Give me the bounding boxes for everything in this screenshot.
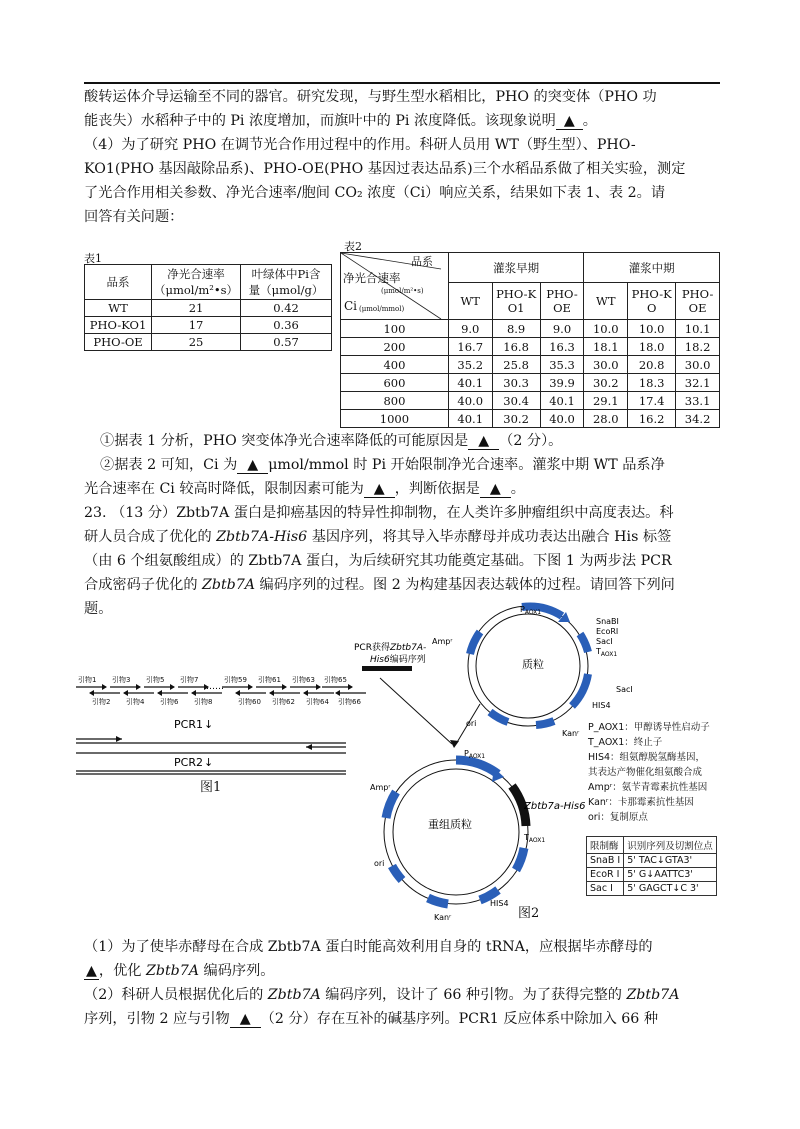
- answer-blank[interactable]: ▲: [364, 481, 395, 498]
- table2-caption: 表2: [344, 240, 362, 253]
- answer1-line1: （1）为了使毕赤酵母在合成 Zbtb7A 蛋白时能高效利用自身的 tRNA，应根据毕赤酵母的: [84, 939, 653, 955]
- table-cell: 5' TAC↓GTA3': [624, 854, 717, 868]
- primer-label: 引物65: [324, 676, 347, 684]
- ori-top-label: ori: [466, 719, 477, 728]
- his4-top-label: HIS4: [592, 701, 611, 710]
- primer-arrowhead: [269, 690, 274, 696]
- table-cell: 0.57: [241, 334, 332, 351]
- table-cell: 9.0: [448, 320, 492, 338]
- primer-label: 引物3: [112, 676, 131, 684]
- primer-label: 引物60: [238, 698, 261, 706]
- legend-item: T_AOX1：终止子: [588, 737, 663, 748]
- saci-top-label: SacI: [596, 637, 613, 646]
- amp-arc: [386, 792, 396, 818]
- table-cell: 17: [152, 317, 241, 334]
- table-cell: 9.0: [540, 320, 584, 338]
- table1-caption: 表1: [84, 252, 102, 265]
- legend-item: ori：复制原点: [588, 812, 648, 823]
- table-cell: 35.3: [540, 356, 584, 374]
- p-aox1-label: $P_{AOX1}$: [464, 749, 486, 760]
- legend-item: HIS4：组氨醇脱氢酶基因，: [588, 752, 706, 763]
- fig1-pcr1-arrow: ↓: [204, 718, 214, 731]
- table-cell: 10.0: [628, 320, 676, 338]
- primer-arrowhead: [303, 690, 308, 696]
- table-row: [85, 317, 332, 334]
- table-cell: 400: [341, 356, 449, 374]
- subq3: 光合速率在 Ci 较高时降低，限制因素可能为 ▲ ，判断依据是 ▲ 。: [84, 481, 525, 497]
- table2-subheader: PHO-OE: [676, 283, 720, 320]
- q4-line4: 回答有关问题：: [84, 209, 184, 225]
- table-cell: 0.36: [241, 317, 332, 334]
- primer-arrowhead: [248, 684, 253, 690]
- table-row: [341, 410, 720, 428]
- primer-label: 引物8: [194, 698, 213, 706]
- table-row: [85, 300, 332, 317]
- primer-label: 引物1: [78, 676, 97, 684]
- table-cell: 30.3: [492, 374, 540, 392]
- table-cell: 10.1: [676, 320, 720, 338]
- table-cell: 30.2: [492, 410, 540, 428]
- table-cell: 28.0: [584, 410, 628, 428]
- snabi-label: SnaBI: [596, 617, 619, 626]
- table-cell: 1000: [341, 410, 449, 428]
- subq1: ①据表 1 分析，PHO 突变体净光合速率降低的可能原因是 ▲ （2 分）。: [100, 433, 563, 449]
- fig2-legend: [588, 720, 710, 825]
- primer-arrowhead: [89, 690, 94, 696]
- enzyme-header: 限制酶: [587, 837, 624, 854]
- table-cell: 16.8: [492, 338, 540, 356]
- top-rule: [84, 82, 720, 84]
- table-cell: 25: [152, 334, 241, 351]
- table-cell: 34.2: [676, 410, 720, 428]
- kan-arc: [428, 898, 448, 904]
- table2-subheader: PHO-OE: [540, 283, 584, 320]
- primer-label: 引物59: [224, 676, 247, 684]
- answer2-line1: （2）科研人员根据优化后的 Zbtb7A 编码序列，设计了 66 种引物。为了获得完整的 Zbtb7A: [84, 987, 680, 1003]
- fig2-pcr-label: PCR获得Zbtb7A-: [354, 643, 427, 653]
- plasmid-top-label: 质粒: [522, 658, 544, 671]
- plasmid-bottom-label: 重组质粒: [428, 818, 472, 831]
- table2-subheader: PHO-KO1: [492, 283, 540, 320]
- enzyme-table: [586, 836, 717, 896]
- plasmid-top: [468, 606, 588, 726]
- primer-label: 引物6: [160, 698, 179, 706]
- table-cell: 18.2: [676, 338, 720, 356]
- t-aox1-arc-top: [580, 634, 588, 652]
- primer-label: 引物2: [92, 698, 111, 706]
- legend-item: P_AOX1：甲醇诱导性启动子: [588, 722, 710, 733]
- q4-line2: KO1(PHO 基因敲除品系)、PHO-OE(PHO 基因过表达品系)三个水稻品系做了相关实验，测定: [84, 161, 686, 177]
- fig2-pcr-label2: His6编码序列: [370, 655, 426, 665]
- primer-arrowhead: [123, 690, 128, 696]
- fig1-dots: ……: [206, 682, 224, 692]
- table-cell: 17.4: [628, 392, 676, 410]
- q23-line1: 23. （13 分）Zbtb7A 蛋白是抑癌基因的特异性抑制物，在人类许多肿瘤组织中高度表达。科: [84, 505, 674, 521]
- table-cell: 5' GAGCT↓C 3': [624, 882, 717, 896]
- table-cell: 39.9: [540, 374, 584, 392]
- q4-line3: 了光合作用相关参数、净光合速率/胞间 CO₂ 浓度（Ci）响应关系，结果如下表 1、表 2。请: [84, 185, 666, 201]
- taox1-top-label: $T_{AOX1}$: [596, 647, 618, 658]
- ori-arc: [392, 866, 402, 880]
- figure2-caption: 图2: [518, 906, 540, 921]
- kan-label: Kanʳ: [434, 913, 452, 922]
- table-cell: PHO-KO1: [85, 317, 152, 334]
- table-cell: 40.1: [448, 374, 492, 392]
- amp-top-label: Ampʳ: [432, 637, 453, 646]
- taox1-arc: [516, 848, 524, 870]
- primer-arrowhead: [170, 684, 175, 690]
- primer-label: 引物64: [306, 698, 329, 706]
- table-cell: 30.2: [584, 374, 628, 392]
- table-cell: 21: [152, 300, 241, 317]
- ecori-label: EcoRI: [596, 627, 619, 636]
- table-cell: 33.1: [676, 392, 720, 410]
- answer-blank[interactable]: ▲: [86, 963, 97, 979]
- table-cell: 10.0: [584, 320, 628, 338]
- primer-arrowhead: [235, 690, 240, 696]
- table-row: [341, 392, 720, 410]
- table-cell: 30.0: [676, 356, 720, 374]
- table-row: [587, 868, 717, 882]
- q23-line2: 研人员合成了优化的 Zbtb7A-His6 基因序列，将其导入毕赤酵母并成功表达出融合 His 标签: [84, 529, 672, 545]
- table-row: [85, 334, 332, 351]
- table-cell: 16.2: [628, 410, 676, 428]
- table-cell: 200: [341, 338, 449, 356]
- amp-label: Ampʳ: [370, 783, 391, 792]
- table-cell: PHO-OE: [85, 334, 152, 351]
- primer-label: 引物61: [258, 676, 281, 684]
- plasmid-bottom: [384, 760, 528, 904]
- table-cell: 8.9: [492, 320, 540, 338]
- table-cell: 800: [341, 392, 449, 410]
- table2-group-mid: 灌浆中期: [584, 253, 720, 283]
- table2-subheader: WT: [448, 283, 492, 320]
- fig1-pcr1: PCR1: [174, 718, 203, 731]
- table-cell: 40.0: [540, 410, 584, 428]
- table-cell: 40.1: [540, 392, 584, 410]
- table2-group-early: 灌浆早期: [448, 253, 584, 283]
- primer-label: 引物5: [146, 676, 165, 684]
- q23-line4: 合成密码子优化的 Zbtb7A 编码序列的过程。图 2 为构建基因表达载体的过程。请回答下列问: [84, 577, 675, 593]
- primer-arrowhead: [136, 684, 141, 690]
- fig1-arrowhead: [116, 736, 122, 742]
- table-cell: 40.0: [448, 392, 492, 410]
- table2-corner: 品系 净光合速率 (μmol/m²•s) Ci (μmol/mmol): [341, 253, 449, 320]
- p-aox1-top-label: $P_{AOX1}$: [520, 605, 542, 616]
- intro-line2: 能丧失）水稻种子中的 Pi 浓度增加，而旗叶中的 Pi 浓度降低。该现象说明 ▲ 。: [84, 113, 597, 129]
- answer-blank[interactable]: ▲: [468, 433, 499, 450]
- table-row: [341, 374, 720, 392]
- answer1-line2: ▲ ，优化 Zbtb7A 编码序列。: [86, 963, 275, 979]
- table-cell: 16.3: [540, 338, 584, 356]
- fig1-pcr2: PCR2: [174, 756, 203, 769]
- table-cell: 5' G↓AATTC3': [624, 868, 717, 882]
- table-cell: 18.3: [628, 374, 676, 392]
- legend-item: Kanʳ：卡那霉素抗性基因: [588, 797, 694, 808]
- kan-arc-top: [536, 721, 554, 725]
- fig1-arrowhead: [306, 744, 312, 750]
- table-cell: 20.8: [628, 356, 676, 374]
- table-row: [341, 356, 720, 374]
- answer-blank[interactable]: ▲: [230, 1011, 261, 1028]
- q23-line3: （由 6 个组氨酸组成）的 Zbtb7A 蛋白，为后续研究其功能奠定基础。下图 1 为两步法 PCR: [84, 553, 672, 569]
- table1-header-pi: 叶绿体中Pi含 量（μmol/g）: [241, 265, 332, 300]
- table-row: [587, 882, 717, 896]
- primer-label: 引物66: [338, 698, 361, 706]
- q4-line1: （4）为了研究 PHO 在调节光合作用过程中的作用。科研人员用 WT（野生型）、PHO-: [84, 137, 636, 153]
- table-cell: 32.1: [676, 374, 720, 392]
- intro-line1: 酸转运体介导运输至不同的器官。研究发现，与野生型水稻相比，PHO 的突变体（PHO 功: [84, 89, 657, 105]
- table1-header-strain: 品系: [85, 265, 152, 300]
- table-cell: 25.8: [492, 356, 540, 374]
- figure1-caption: 图1: [200, 780, 222, 795]
- figure1: [76, 672, 361, 792]
- fig1-pcr2-arrow: ↓: [204, 756, 214, 769]
- q23-line5: 题。: [84, 601, 113, 617]
- answer-blank[interactable]: ▲: [237, 457, 268, 474]
- table-cell: WT: [85, 300, 152, 317]
- table-cell: 40.1: [448, 410, 492, 428]
- table-cell: 29.1: [584, 392, 628, 410]
- legend-item: 其表达产物催化组氨酸合成: [588, 767, 703, 778]
- primer-label: 引物62: [272, 698, 295, 706]
- table2-subheader: PHO-KO: [628, 283, 676, 320]
- table-cell: 18.1: [584, 338, 628, 356]
- legend-item: Ampʳ：氨苄青霉素抗性基因: [588, 782, 708, 793]
- table-cell: EcoR I: [587, 868, 624, 882]
- table-cell: Sac I: [587, 882, 624, 896]
- fig2-arrow-line: [380, 678, 452, 744]
- primer-label: 引物7: [180, 676, 199, 684]
- table-cell: 30.0: [584, 356, 628, 374]
- taox1-label: $T_{AOX1}$: [524, 833, 546, 844]
- table-cell: 16.7: [448, 338, 492, 356]
- table-cell: 30.4: [492, 392, 540, 410]
- table-row: [587, 854, 717, 868]
- saci-right-label: SacI: [616, 685, 633, 694]
- table-cell: SnaB I: [587, 854, 624, 868]
- primer-arrowhead: [157, 690, 162, 696]
- p-aox1-arc: [456, 760, 498, 774]
- primer-label: 引物4: [126, 698, 145, 706]
- enzyme-header: 识别序列及切割位点: [624, 837, 717, 854]
- insert-label: Zbtb7a-His6: [524, 801, 586, 812]
- primer-arrowhead: [191, 690, 196, 696]
- table1: [84, 264, 332, 351]
- answer-blank[interactable]: ▲: [556, 113, 583, 130]
- table-row: [341, 320, 720, 338]
- table2: [340, 252, 720, 428]
- ori-label: ori: [374, 859, 385, 868]
- his4-label: HIS4: [490, 899, 509, 908]
- table1-header-rate: 净光合速率 （μmol/m²•s）: [152, 265, 241, 300]
- table-cell: 18.0: [628, 338, 676, 356]
- ori-arc-top: [490, 712, 508, 722]
- fig2-insert-bar: [362, 666, 412, 671]
- table2-subheader: WT: [584, 283, 628, 320]
- table-cell: 35.2: [448, 356, 492, 374]
- table-cell: 0.42: [241, 300, 332, 317]
- primer-arrowhead: [316, 684, 321, 690]
- kan-top-label: Kanʳ: [562, 729, 580, 738]
- primer-arrowhead: [282, 684, 287, 690]
- answer2-line2: 序列，引物 2 应与引物 ▲ （2 分）存在互补的碱基序列。PCR1 反应体系中除加入 66 种: [84, 1011, 659, 1027]
- table-row: [341, 338, 720, 356]
- answer-blank[interactable]: ▲: [480, 481, 511, 498]
- primer-arrowhead: [102, 684, 107, 690]
- primer-label: 引物63: [292, 676, 315, 684]
- table-cell: 100: [341, 320, 449, 338]
- table-cell: 600: [341, 374, 449, 392]
- subq2: ②据表 2 可知，Ci 为 ▲ μmol/mmol 时 Pi 开始限制净光合速率。灌浆中期 WT 品系净: [100, 457, 665, 473]
